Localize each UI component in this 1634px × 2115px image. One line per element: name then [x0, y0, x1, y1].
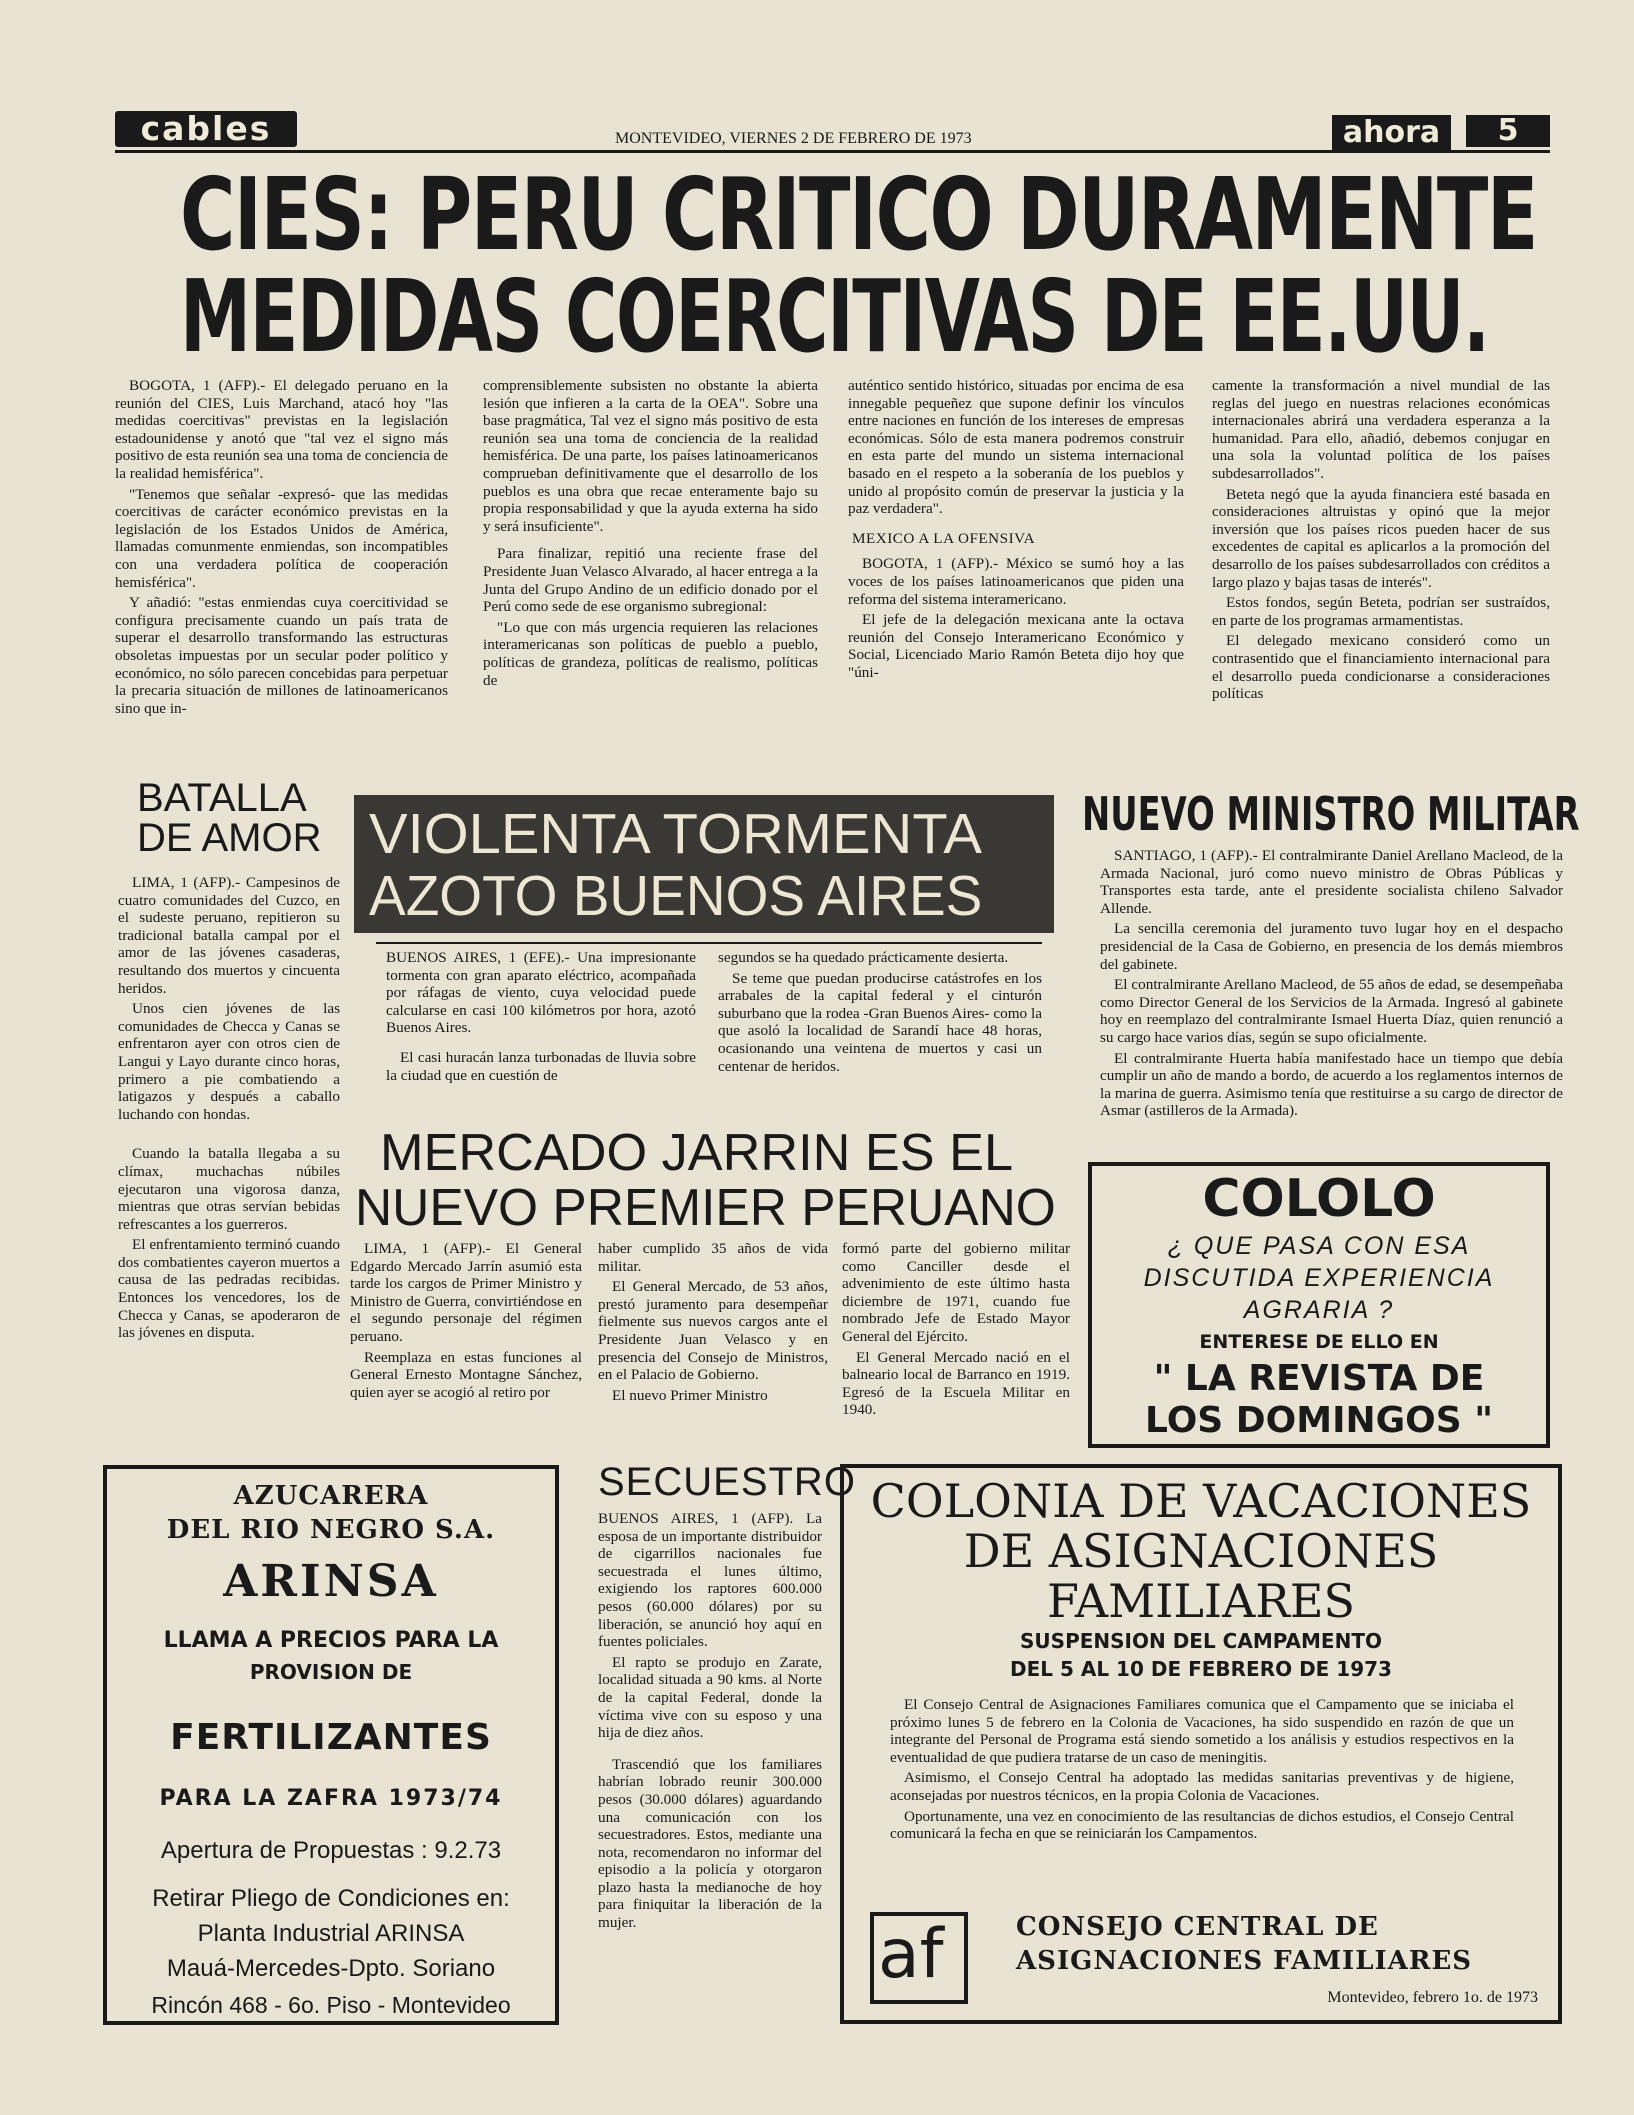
ministro-body [1100, 847, 1563, 1123]
arinsa-season: PARA LA ZAFRA 1973/74 [159, 1786, 503, 1811]
arinsa-line1: AZUCARERA [233, 1481, 429, 1511]
tormenta-headline-line1: VIOLENTA TORMENTA [369, 802, 982, 866]
paragraph: auténtico sentido histórico, situadas por encima de esa innegable pequeñez que supone definir los vínculos entre naciones en función de los intereses de empresas económicas. Sólo de esta manera podremos construir en esta parte del mundo un sistema internacional basado en el respeto a la soberanía de los pueblos y unido al propósito común de preservar la justicia y la paz verdadera". [848, 377, 1184, 518]
cololo-line1: ¿ QUE PASA CON ESA [1167, 1232, 1471, 1260]
paragraph: BOGOTA, 1 (AFP).- El delegado peruano en la reunión del CIES, Luis Marchand, atacó hoy "las medidas coercitivas" previstas en la legislación estadounidense y anotó que "tal vez el signo más positivo de esta reunión sea una toma de conciencia de la realidad hemisférica". [115, 377, 448, 482]
paragraph: Asimismo, el Consejo Central ha adoptado las medidas sanitarias preventivas y de higiene, aconsejadas por nuestros técnicos, en la propia Colonia de Vacaciones. [890, 1769, 1514, 1804]
paragraph: La sencilla ceremonia del juramento tuvo lugar hoy en el despacho presidencial de la Casa de Gobierno, en presencia de los demás miembros del gabinete. [1100, 920, 1563, 973]
cololo-line2: DISCUTIDA EXPERIENCIA [1143, 1264, 1495, 1292]
secuestro-body [598, 1510, 822, 1935]
paragraph: Oportunamente, una vez en conocimiento de las resultancias de dichos estudios, el Consejo Central comunicará la fecha en que se reiniciarán los Campamentos. [890, 1807, 1514, 1843]
ministro-headline: NUEVO MINISTRO MILITAR [1082, 787, 1580, 841]
paragraph: El delegado mexicano consideró como un contrasentido que el financiamiento internacional para el desarrollo pueda condicionarse a consideraciones políticas [1212, 632, 1550, 703]
paragraph: BUENOS AIRES, 1 (EFE).- Una impresionante tormenta con gran aparato eléctrico, acompañada por ráfagas de viento, cuya velocidad puede calcularse en casi 100 kilómetros por hora, azotó Buenos Aires. [386, 949, 696, 1037]
arinsa-retire3: Mauá-Mercedes-Dpto. Soriano [166, 1955, 496, 1982]
mercado-col2 [598, 1240, 828, 1407]
paragraph: El General Mercado nació en el balneario local de Barranco en 1919. Egresó de la Escuela Militar en 1940. [842, 1348, 1070, 1419]
arinsa-retire2: Planta Industrial ARINSA [197, 1920, 465, 1947]
colonia-body [890, 1696, 1514, 1846]
main-story-col2 [483, 377, 818, 692]
paragraph: camente la transformación a nivel mundial de las reglas del juego en nuestras relaciones económicas internacionales abrirá una verdadera esperanza a la humanidad. Para ello, añadió, debemos conjugar en una sola la voluntad política de los países subdesarrollados". [1212, 377, 1550, 482]
cololo-line4: ENTERESE DE ELLO EN [1199, 1331, 1439, 1353]
main-story-col4 [1212, 377, 1550, 706]
af-logo-text: af [878, 1915, 944, 1994]
main-story-col3 [848, 377, 1184, 685]
paragraph: El rapto se produjo en Zarate, localidad situada a 90 kms. al Norte de la capital Federal, donde la víctima vive con su esposo y una hija de diez años. [598, 1653, 822, 1742]
paragraph: LIMA, 1 (AFP).- El General Edgardo Mercado Jarrín asumió esta tarde los cargos de Primer Ministro y Ministro de Guerra, convirtiéndose en el segundo personaje del régimen peruano. [350, 1240, 582, 1345]
paragraph: El Consejo Central de Asignaciones Familiares comunica que el Campamento que se iniciaba el próximo lunes 5 de febrero en la Colonia de Vacaciones, ha sido suspendido en razón de que un integrante del Personal de Programa está siendo sometido a los análisis y estudios respectivos en la eventualidad de que pudiera tratarse de un caso de meningitis. [890, 1696, 1514, 1766]
batalla-body [118, 874, 340, 1345]
paragraph: El nuevo Primer Ministro [612, 1386, 768, 1404]
paragraph: haber cumplido 35 años de vida militar. [598, 1240, 828, 1275]
paragraph: Estos fondos, según Beteta, podrían ser sustraídos, en parte de los programas armamentistas. [1212, 594, 1550, 629]
paragraph: LIMA, 1 (AFP).- Campesinos de cuatro comunidades del Cuzco, en el sudeste peruano, repitieron su tradicional batalla campal por el amor de las jóvenes casaderas, resultando dos muertos y cincuenta heridos. [118, 874, 340, 997]
colonia-org2: ASIGNACIONES FAMILIARES [1016, 1946, 1473, 1976]
colonia-ad [840, 1464, 1562, 2024]
paragraph: El General Mercado, de 53 años, prestó juramento para desempeñar fielmente sus nuevos cargos ante el Presidente Juan Velasco y en presencia del Consejo de Ministros, en el Palacio de Gobierno. [598, 1278, 828, 1384]
arinsa-opening: Apertura de Propuestas : 9.2.73 [160, 1837, 502, 1864]
paragraph: El contralmirante Huerta había manifestado hace un tiempo que debía cumplir un año de mando a bordo, de acuerdo a los reglamentos internos de la marina de guerra. Asimismo tenía que restituirse a su cargo de director de Asmar (astilleros de la Armada). [1100, 1049, 1563, 1120]
main-story-col1 [115, 377, 448, 720]
batalla-headline-line2: DE AMOR [137, 816, 322, 860]
paragraph: Cuando la batalla llegaba a su clímax, muchachas núbiles ejecutaron una vigorosa danza, mientras que otras servían bebidas refrescantes a los guerreros. [118, 1145, 340, 1233]
tormenta-col2 [718, 949, 1042, 1078]
paragraph: BOGOTA, 1 (AFP).- México se sumó hoy a las voces de los países latinoamericanos que piden una reforma del sistema interamericano. [848, 555, 1184, 608]
paragraph: "Tenemos que señalar -expresó- que las medidas coercitivas de carácter económico previstas en la legislación de los Estados Unidos de América, llamadas comunmente enmiendas, son incompatibles con una verdadera política de cooperación hemisférica". [115, 485, 448, 591]
colonia-dateline: Montevideo, febrero 1o. de 1973 [1327, 1989, 1538, 2006]
cololo-title: COLOLO [1202, 1169, 1436, 1229]
cololo-ad [1088, 1162, 1550, 1448]
mercado-col1 [350, 1240, 582, 1404]
paragraph: Se teme que puedan producirse catástrofes en los arrabales de la capital federal y el cinturón suburbano que la rodea -Gran Buenos Aires- como la que asoló la localidad de Sarandí hace 48 horas, ocasionando una veintena de muertos y casi un centenar de heridos. [718, 969, 1042, 1075]
paragraph: Para finalizar, repitió una reciente frase del Presidente Juan Velasco Alvarado, al hacer entrega a la Junta del Grupo Andino de un edificio donado por el Perú como sede de ese organismo subregional: [483, 545, 818, 616]
colonia-sub1: SUSPENSION DEL CAMPAMENTO [1020, 1629, 1382, 1653]
paragraph: Unos cien jóvenes de las comunidades de Checca y Canas se enfrentaron ayer con otros cien de Langui y Layo durante cinco horas, primero a pie combatiendo a latigazos y después a caballo luchando con hondas. [118, 1000, 340, 1123]
colonia-line3: FAMILIARES [1046, 1574, 1356, 1628]
paragraph: Reemplaza en estas funciones al General Ernesto Montagne Sánchez, quien ayer se acogió al retiro por [350, 1348, 582, 1401]
arinsa-address: Rincón 468 - 6o. Piso - Montevideo [151, 1992, 511, 2018]
brand-logo: ahora [1332, 115, 1451, 151]
batalla-headline-line1: BATALLA [137, 776, 307, 820]
paragraph: El casi huracán lanza turbonadas de lluvia sobre la ciudad que en cuestión de [386, 1048, 696, 1084]
arinsa-retire1: Retirar Pliego de Condiciones en: [152, 1885, 510, 1912]
mercado-headline-line2: NUEVO PREMIER PERUANO [355, 1179, 1056, 1237]
arinsa-call1: LLAMA A PRECIOS PARA LA [163, 1628, 499, 1653]
af-logo [870, 1912, 968, 2004]
paragraph: Y añadió: "estas enmiendas cuya coercitividad se configura precisamente cuando un país trata de superar el desarrollo transformando las estructuras obsoletas impuestas por un secular poder político y económico, no sólo parecen concebidas para perpetuar la precaria situación de millones de latinoamericanos sino que in- [115, 594, 448, 717]
cololo-line6: LOS DOMINGOS " [1145, 1400, 1493, 1441]
main-headline-line2: MEDIDAS COERCITIVAS DE EE.UU. [180, 258, 1489, 375]
arinsa-ad [103, 1465, 559, 2025]
paragraph: BUENOS AIRES, 1 (AFP). La esposa de un importante distribuidor de cigarrillos nacionales fue secuestrada el lunes último, exigiendo los raptores 600.000 pesos (60.000 dólares) por su liberación, se anunció hoy aquí en fuentes policiales. [598, 1510, 822, 1651]
mercado-headline-line1: MERCADO JARRIN ES EL [380, 1124, 1014, 1182]
arinsa-name: ARINSA [223, 1556, 439, 1607]
arinsa-product: FERTILIZANTES [170, 1717, 492, 1758]
paragraph: El enfrentamiento terminó cuando dos combatientes cayeron muertos a causa de las pedradas recibidas. Entonces los vencedores, los de Checca y Canas, se apoderaron de las jóvenes en disputa. [118, 1236, 340, 1342]
section-tag: cables [115, 111, 297, 147]
paragraph: SANTIAGO, 1 (AFP).- El contralmirante Daniel Arellano Macleod, de la Armada Nacional, juró como nuevo ministro de Obras Públicas y Transportes esta tarde, ante el presidente socialista chileno Salvador Allende. [1100, 847, 1563, 917]
date-line: MONTEVIDEO, VIERNES 2 DE FEBRERO DE 1973 [615, 130, 972, 147]
cololo-line5: " LA REVISTA DE [1153, 1358, 1485, 1399]
arinsa-call2: PROVISION DE [249, 1660, 413, 1684]
paragraph: comprensiblemente subsisten no obstante la abierta lesión que infieren a la carta de la OEA". Sobre una base pragmática, Tal vez el signo más positivo de esta reunión sea una toma de conciencia de la realidad hemisférica. De una parte, los países latinoamericanos comprueban definitivamente que el desarrollo de los pueblos es una obra que recae enteramente bajo su propia responsabilidad y que la ayuda externa ha sido y será insuficiente". [483, 377, 818, 535]
colonia-org1: CONSEJO CENTRAL DE [1016, 1912, 1379, 1942]
cololo-line3: AGRARIA ? [1243, 1296, 1395, 1324]
paragraph: segundos se ha quedado prácticamente desierta. [718, 949, 1009, 966]
paragraph: "Lo que con más urgencia requieren las relaciones interamericanas son políticas de pueblo a pueblo, políticas de grandeza, políticas de realismo, políticas de [483, 618, 818, 689]
subhead-mexico: MEXICO A LA OFENSIVA [852, 529, 1036, 547]
secuestro-headline: SECUESTRO [598, 1460, 856, 1504]
paragraph: El jefe de la delegación mexicana ante la octava reunión del Consejo Interamericano Económico y Social, Licenciado Mario Ramón Beteta dijo hoy que "úni- [848, 611, 1184, 681]
colonia-line1: COLONIA DE VACACIONES [870, 1474, 1532, 1528]
arinsa-line2: DEL RIO NEGRO S.A. [166, 1515, 496, 1545]
colonia-line2: DE ASIGNACIONES [963, 1524, 1439, 1578]
tormenta-col1 [386, 949, 696, 1087]
masthead-rule [115, 150, 1550, 153]
paragraph: Beteta negó que la ayuda financiera esté basada en consideraciones altruistas y opinó que la mejor inversión que los países ricos pueden hacer de sus excedentes de capital es aplicarlos a la promoción del desarrollo de los países subdesarrollados con créditos a largo plazo y bajas tasas de interés". [1212, 485, 1550, 591]
tormenta-rule [376, 942, 1042, 944]
page-number: 5 [1466, 115, 1550, 147]
tormenta-banner [354, 795, 1054, 933]
colonia-sub2: DEL 5 AL 10 DE FEBRERO DE 1973 [1010, 1657, 1392, 1681]
main-headline-line1: CIES: PERU CRITICO DURAMENTE [180, 156, 1537, 273]
paragraph: El contralmirante Arellano Macleod, de 55 años de edad, se desempeñaba como Director General de los Servicios de la Armada. Ingresó al gabinete hoy en reemplazo del contralmirante Ismael Huerta Díaz, quien renunció a su cargo hace varios días, según se supo oficialmente. [1100, 976, 1563, 1046]
paragraph: formó parte del gobierno militar como Canciller desde el advenimiento de este último hasta diciembre de 1971, cuando fue nombrado Jefe de Estado Mayor General del Ejército. [842, 1240, 1070, 1345]
paragraph: Trascendió que los familiares habrían lobrado reunir 300.000 pesos (30.000 dólares) aguardando una comunicación con los secuestradores. Estos, mediante una nota, recomendaron no informar del episodio a la policía y otorgaron plazo hasta la medianoche de hoy para finiquitar la liberación de la mujer. [598, 1755, 822, 1932]
tormenta-headline-line2: AZOTO BUENOS AIRES [369, 864, 983, 928]
mercado-col3 [842, 1240, 1070, 1422]
